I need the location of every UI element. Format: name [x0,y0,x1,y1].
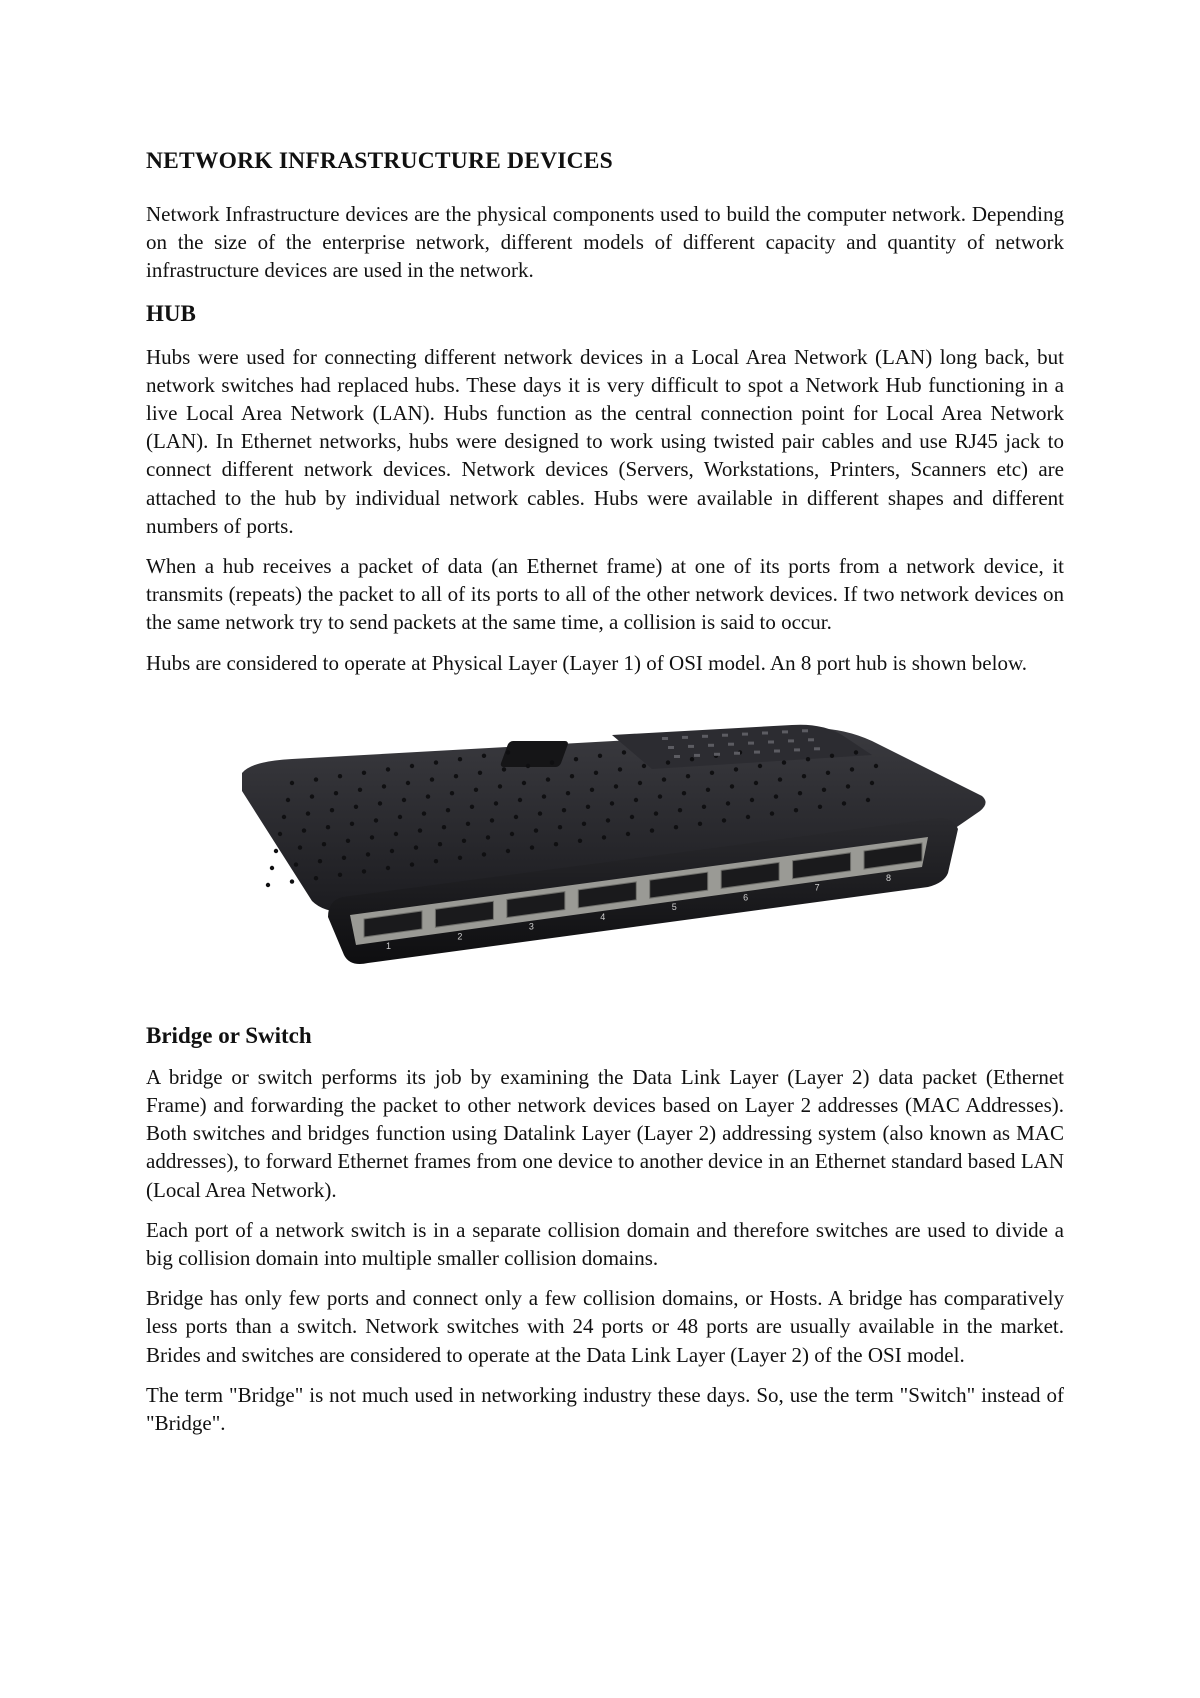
vent-hole [338,774,342,778]
intro-paragraph: Network Infrastructure devices are the physical components used to build the computer network. Depending on the size of the enterprise network, different models of different capacity and quantity of network infrastructure devices are used in the network. [146,202,1064,283]
vent-hole [378,801,382,805]
switch-heading: Bridge or Switch [146,1022,312,1048]
vent-hole [462,838,466,842]
hub-heading: HUB [146,300,196,326]
led-indicator [722,734,728,737]
hub-paragraph-2: When a hub receives a packet of data (an Ethernet frame) at one of its ports from a network device, it transmits (repeats) the packet to all of its ports to all of the other network devices. If two network devices on the same network try to send packets at the same time, a collision is said to occur. [146,554,1064,635]
vent-hole [842,801,846,805]
vent-hole [750,798,754,802]
led-indicator [708,744,714,747]
led-indicator [754,750,760,753]
led-indicator [702,735,708,738]
led-indicator [762,731,768,734]
vent-hole [430,777,434,781]
vent-hole [466,821,470,825]
vent-hole [674,825,678,829]
vent-hole [418,828,422,832]
led-indicator [748,741,754,744]
vent-hole [594,770,598,774]
vent-hole [314,876,318,880]
vent-hole [710,770,714,774]
vent-hole [358,787,362,791]
vent-hole [322,842,326,846]
led-indicator [782,730,788,733]
vent-hole [502,767,506,771]
vent-hole [342,855,346,859]
led-indicator [694,754,700,757]
led-indicator [768,740,774,743]
port-number-label: 8 [886,872,892,883]
vent-hole [434,859,438,863]
vent-hole [458,757,462,761]
vent-hole [830,753,834,757]
vent-hole [398,815,402,819]
vent-hole [442,825,446,829]
vent-hole [310,794,314,798]
vent-hole [270,866,274,870]
vent-hole [778,777,782,781]
vent-hole [826,770,830,774]
vent-hole [598,753,602,757]
vent-hole [822,787,826,791]
vent-hole [870,781,874,785]
vent-hole [542,794,546,798]
vent-hole [422,811,426,815]
led-indicator [802,729,808,732]
vent-hole [486,835,490,839]
vent-hole [290,879,294,883]
vent-hole [666,760,670,764]
vent-hole [746,815,750,819]
switch-paragraph-4: The term "Bridge" is not much used in networking industry these days. So, use the term "Switch" instead of "Bridge". [146,1382,1064,1436]
document-body [146,146,1064,1449]
hub-paragraph-3: Hubs are considered to operate at Physical Layer (Layer 1) of OSI model. An 8 port hub is shown below. [146,650,1027,675]
vent-hole [854,750,858,754]
led-indicator [788,739,794,742]
led-indicator [662,737,668,740]
vent-hole [818,804,822,808]
vent-hole [654,811,658,815]
vent-hole [846,784,850,788]
vent-hole [850,767,854,771]
vent-hole [590,787,594,791]
vent-hole [478,770,482,774]
vent-hole [734,767,738,771]
vent-hole [402,798,406,802]
vent-hole [866,798,870,802]
vent-hole [514,815,518,819]
vent-hole [370,835,374,839]
port-number-label: 2 [457,931,463,942]
vent-hole [490,818,494,822]
vent-hole [538,811,542,815]
vent-hole [382,784,386,788]
vent-hole [278,832,282,836]
vent-hole [386,866,390,870]
led-indicator [774,749,780,752]
vent-hole [314,777,318,781]
vent-hole [302,828,306,832]
vent-hole [318,859,322,863]
led-indicator [714,753,720,756]
vent-hole [758,764,762,768]
vent-hole [446,808,450,812]
vent-hole [434,760,438,764]
vent-hole [366,852,370,856]
vent-hole [686,774,690,778]
led-indicator [688,745,694,748]
port-number-label: 1 [386,940,392,951]
led-indicator [808,738,814,741]
led-indicator [682,736,688,739]
vent-hole [326,825,330,829]
vent-hole [530,845,534,849]
vent-hole [558,825,562,829]
vent-hole [630,815,634,819]
vent-hole [622,750,626,754]
port-number-label: 3 [528,921,534,932]
vent-hole [414,845,418,849]
vent-hole [346,838,350,842]
vent-hole [306,811,310,815]
vent-hole [662,777,666,781]
vent-hole [482,852,486,856]
vent-hole [394,832,398,836]
vent-hole [658,794,662,798]
vent-hole [362,770,366,774]
vent-hole [458,855,462,859]
vent-hole [874,764,878,768]
vent-hole [290,781,294,785]
switch-paragraph-1: A bridge or switch performs its job by examining the Data Link Layer (Layer 2) data packet (Ethernet Frame) and forwarding the packet to other network devices based on Layer 2 addresses (MAC Addresses). Both switches and bridges function using Datalink Layer (Layer 2) addressing system (also known as MAC addresses), to forward Ethernet frames from one device to another device in an Ethernet standard based LAN (Local Area Network). [146,1064,1064,1202]
switch-paragraph-3: Bridge has only few ports and connect only a few collision domains, or Hosts. A bridge has comparatively less ports than a switch. Network switches with 24 ports or 48 ports are usually available in the market. Brides and switches are considered to operate at the Data Link Layer (Layer 2) of the OSI model. [146,1286,1064,1367]
vent-hole [386,767,390,771]
vent-hole [406,781,410,785]
vent-hole [682,791,686,795]
hub-photo [146,689,1064,1015]
vent-hole [722,818,726,822]
vent-hole [294,862,298,866]
vent-hole [350,821,354,825]
vent-hole [526,764,530,768]
vent-hole [614,784,618,788]
vent-hole [450,791,454,795]
vent-hole [494,801,498,805]
vent-hole [546,777,550,781]
port-number-label: 6 [743,892,749,903]
vent-hole [334,791,338,795]
vent-hole [726,801,730,805]
vent-hole [534,828,538,832]
vent-hole [642,764,646,768]
vent-hole [274,849,278,853]
vent-hole [754,781,758,785]
vent-hole [586,804,590,808]
led-indicator [728,743,734,746]
vent-hole [606,818,610,822]
vent-hole [582,821,586,825]
vent-hole [566,791,570,795]
port-number-label: 7 [814,882,820,893]
port-number-label: 4 [600,911,606,922]
vent-hole [550,760,554,764]
vent-hole [618,767,622,771]
vent-hole [482,753,486,757]
vent-hole [510,832,514,836]
vent-hole [506,849,510,853]
vent-hole [678,808,682,812]
vent-hole [634,798,638,802]
vent-hole [518,798,522,802]
vent-hole [410,862,414,866]
document-title: NETWORK INFRASTRUCTURE DEVICES [146,148,613,174]
vent-hole [282,815,286,819]
led-indicator [742,732,748,735]
vent-hole [522,781,526,785]
vent-hole [798,791,802,795]
vent-hole [410,764,414,768]
port-number-label: 5 [671,901,677,912]
vent-hole [470,804,474,808]
vent-hole [474,787,478,791]
vent-hole [794,808,798,812]
vent-hole [770,811,774,815]
vent-hole [690,757,694,761]
vent-hole [806,757,810,761]
vent-hole [626,832,630,836]
vent-hole [354,804,358,808]
vent-hole [454,774,458,778]
vent-hole [426,794,430,798]
vent-hole [702,804,706,808]
vent-hole [362,869,366,873]
vent-hole [602,835,606,839]
vent-hole [730,784,734,788]
vent-hole [706,787,710,791]
vent-hole [298,845,302,849]
vent-hole [578,838,582,842]
network-hub-image [232,711,992,973]
led-indicator [674,755,680,758]
vent-grill [500,741,569,767]
vent-hole [782,760,786,764]
vent-hole [574,757,578,761]
vent-hole [650,828,654,832]
vent-hole [638,781,642,785]
vent-hole [610,801,614,805]
hub-paragraph-1: Hubs were used for connecting different network devices in a Local Area Network (LAN) long back, but network switches had replaced hubs. These days it is very difficult to spot a Network Hub functioning in a live Local Area Network (LAN). Hubs function as the central connection point for Local Area Network (LAN). In Ethernet networks, hubs were designed to work using twisted pair cables and use RJ45 jack to connect different network devices. Network devices (Servers, Workstations, Printers, Scanners etc) are attached to the hub by individual network cables. Hubs were available in different shapes and different numbers of ports. [146,344,1064,538]
vent-hole [698,821,702,825]
vent-hole [438,842,442,846]
vent-hole [498,784,502,788]
vent-hole [774,794,778,798]
vent-hole [286,798,290,802]
vent-hole [802,774,806,778]
vent-hole [374,818,378,822]
vent-hole [554,842,558,846]
led-indicator [668,746,674,749]
vent-hole [330,808,334,812]
vent-hole [562,808,566,812]
switch-paragraph-2: Each port of a network switch is in a separate collision domain and therefore switches are used to divide a big collision domain into multiple smaller collision domains. [146,1217,1064,1271]
vent-hole [506,750,510,754]
led-indicator [794,748,800,751]
vent-hole [390,849,394,853]
vent-hole [338,872,342,876]
led-indicator [814,747,820,750]
led-indicator [734,752,740,755]
vent-hole [266,883,270,887]
vent-hole [570,774,574,778]
